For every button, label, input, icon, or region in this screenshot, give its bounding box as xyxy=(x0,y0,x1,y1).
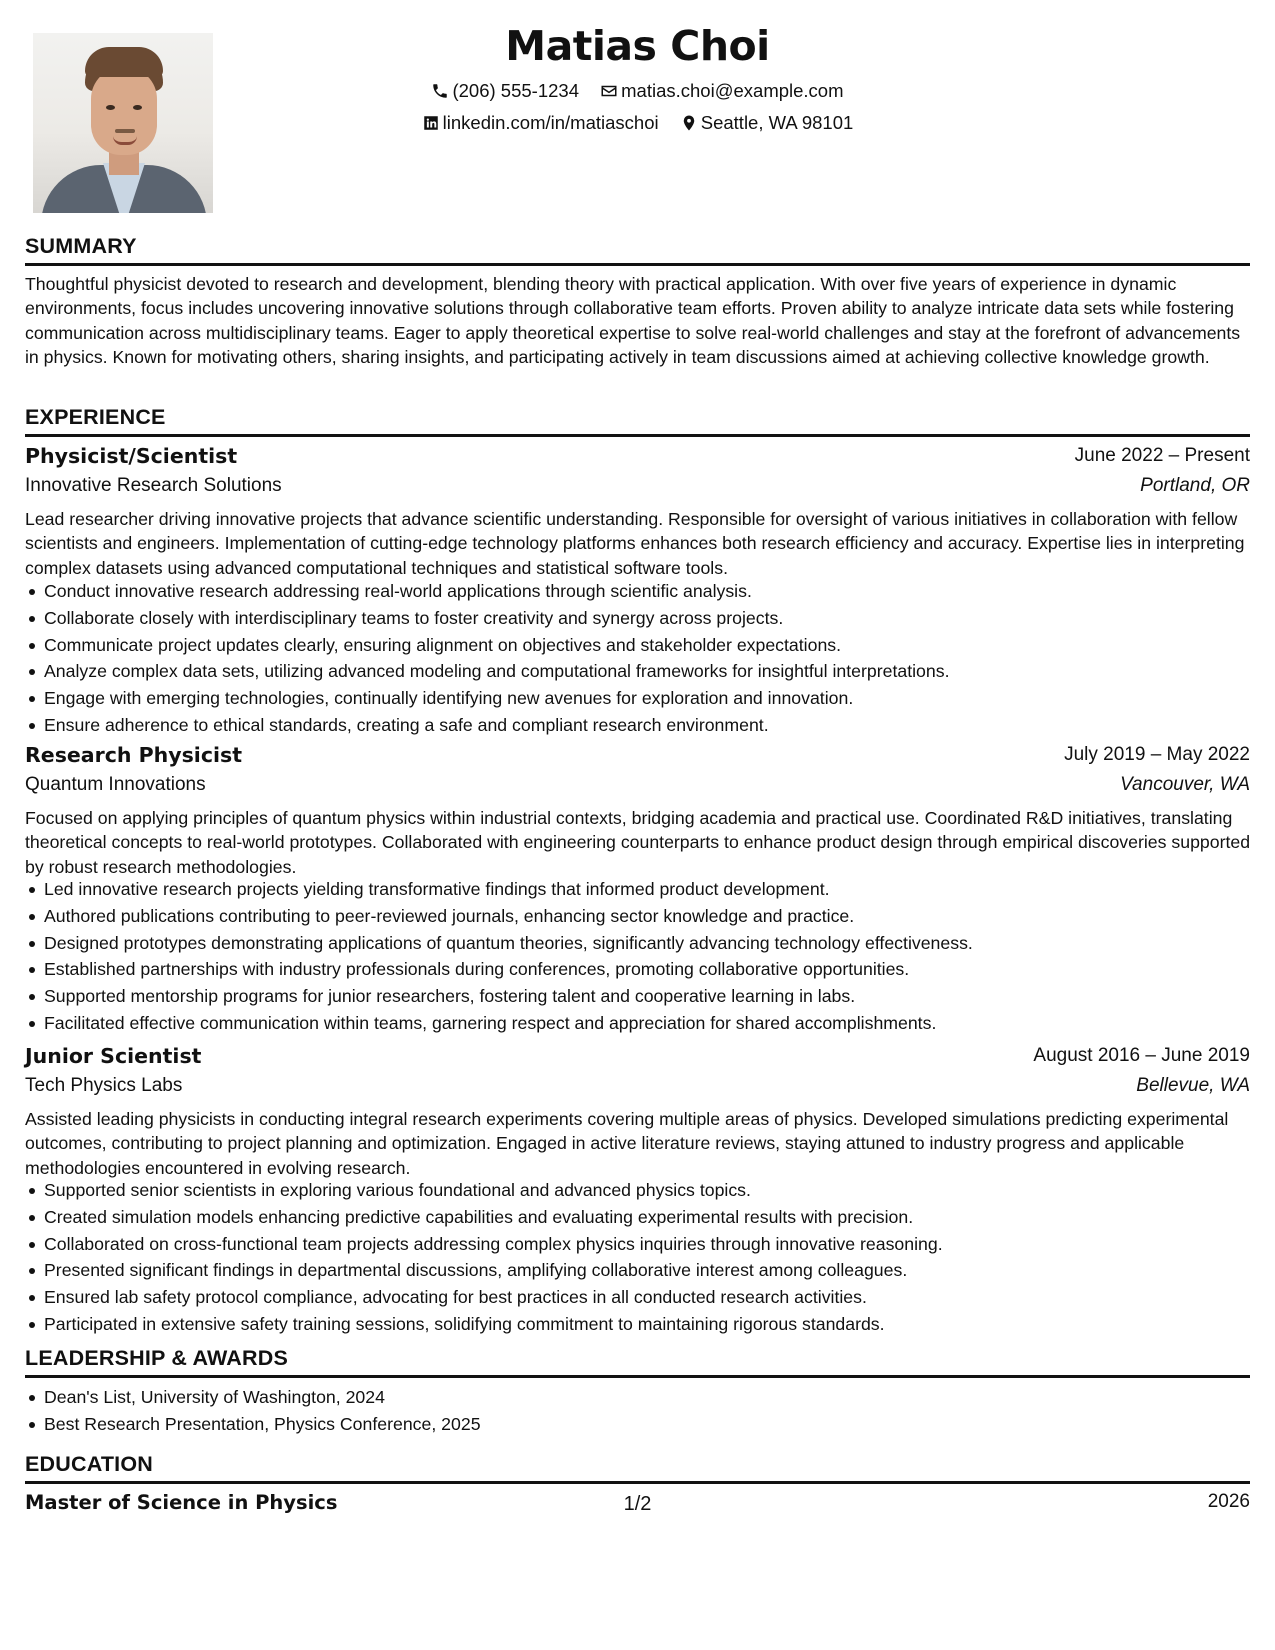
degree-title: Master of Science in Physics xyxy=(25,1491,338,1514)
linkedin-url: linkedin.com/in/matiaschoi xyxy=(442,112,659,133)
job-bullets xyxy=(25,579,1255,740)
linkedin-icon xyxy=(422,114,440,132)
company-name: Tech Physics Labs xyxy=(25,1075,183,1096)
job-description: Assisted leading physicists in conducting integral research experiments covering multiple areas of physics. Developed simulations predicting experimental outcomes, contributing to project planning and optimization. Engaged in active literature reviews, staying attuned to industry progress and applicable methodologies encountered in evolving research. xyxy=(25,1109,1229,1178)
list-item: Facilitated effective communication within teams, garnering respect and appreciation for shared accomplishments. xyxy=(25,1011,1255,1038)
job-description: Lead researcher driving innovative projects that advance scientific understanding. Responsible for oversight of various initiatives in collaboration with fellow scientists and engineers. Implementation of cutting-edge technology platforms enhances both research efficiency and accuracy. Expertise lies in interpreting complex datasets using advanced computational techniques and statistical software tools. xyxy=(25,509,1245,578)
list-item: Participated in extensive safety training sessions, solidifying commitment to maintaining rigorous standards. xyxy=(25,1312,1255,1339)
job-description: Focused on applying principles of quantum physics within industrial contexts, bridging academia and practical use. Coordinated R&D initiatives, translating theoretical concepts to real-world prototypes. Collaborated with engineering counterparts to enhance product design through empirical discoveries supported by robust research methodologies. xyxy=(25,808,1251,877)
contact-line-secondary xyxy=(0,112,1275,137)
job-dates: July 2019 – May 2022 xyxy=(1064,744,1250,765)
job-title: Junior Scientist xyxy=(25,1044,202,1068)
job-location: Portland, OR xyxy=(1140,475,1250,496)
list-item: Analyze complex data sets, utilizing advanced modeling and computational frameworks for insightful interpretations. xyxy=(25,659,1255,686)
list-item: Created simulation models enhancing predictive capabilities and evaluating experimental results with precision. xyxy=(25,1205,1255,1232)
list-item: Established partnerships with industry professionals during conferences, promoting collaborative opportunities. xyxy=(25,957,1255,984)
email-contact[interactable] xyxy=(600,80,843,102)
location-text: Seattle, WA 98101 xyxy=(700,112,854,133)
list-item: Led innovative research projects yielding transformative findings that informed product development. xyxy=(25,877,1255,904)
job-location: Vancouver, WA xyxy=(1120,774,1250,795)
job-dates: June 2022 – Present xyxy=(1074,445,1250,466)
list-item: Conduct innovative research addressing real-world applications through scientific analysis. xyxy=(25,579,1255,606)
list-item: Supported mentorship programs for junior researchers, fostering talent and cooperative learning in labs. xyxy=(25,984,1255,1011)
job-title: Research Physicist xyxy=(25,743,243,767)
experience-divider xyxy=(25,434,1250,437)
list-item: Dean's List, University of Washington, 2024 xyxy=(25,1385,1255,1412)
phone-icon xyxy=(431,82,449,100)
job-bullets xyxy=(25,877,1255,1038)
list-item: Ensured lab safety protocol compliance, advocating for best practices in all conducted research activities. xyxy=(25,1285,1255,1312)
leadership-divider xyxy=(25,1375,1250,1378)
map-pin-icon xyxy=(680,114,698,132)
list-item: Communicate project updates clearly, ensuring alignment on objectives and stakeholder expectations. xyxy=(25,633,1255,660)
email-address: matias.choi@example.com xyxy=(621,80,844,101)
degree-year: 2026 xyxy=(1207,1491,1250,1512)
candidate-name: Matias Choi xyxy=(505,22,770,70)
list-item: Ensure adherence to ethical standards, creating a safe and compliant research environment. xyxy=(25,713,1255,740)
job-bullets xyxy=(25,1178,1255,1339)
list-item: Authored publications contributing to peer-reviewed journals, enhancing sector knowledge and practice. xyxy=(25,904,1255,931)
awards-list xyxy=(25,1385,1255,1439)
company-name: Quantum Innovations xyxy=(25,774,206,795)
job-title: Physicist/Scientist xyxy=(25,444,238,468)
contact-line-primary xyxy=(0,80,1275,105)
summary-heading: SUMMARY xyxy=(25,234,137,258)
list-item: Designed prototypes demonstrating applications of quantum theories, significantly advancing technology effectiveness. xyxy=(25,931,1255,958)
summary-divider xyxy=(25,263,1250,266)
job-location: Bellevue, WA xyxy=(1136,1075,1250,1096)
linkedin-contact[interactable] xyxy=(422,112,659,134)
phone-contact[interactable] xyxy=(431,80,579,102)
list-item: Supported senior scientists in exploring various foundational and advanced physics topics. xyxy=(25,1178,1255,1205)
experience-heading: EXPERIENCE xyxy=(25,405,166,429)
page-number: 1/2 xyxy=(623,1493,652,1515)
envelope-icon xyxy=(600,82,618,100)
list-item: Collaborate closely with interdisciplinary teams to foster creativity and synergy across projects. xyxy=(25,606,1255,633)
job-dates: August 2016 – June 2019 xyxy=(1033,1045,1250,1066)
company-name: Innovative Research Solutions xyxy=(25,475,282,496)
location-contact xyxy=(680,112,854,134)
list-item: Best Research Presentation, Physics Conference, 2025 xyxy=(25,1412,1255,1439)
summary-text: Thoughtful physicist devoted to research and development, blending theory with practical application. With over five years of experience in dynamic environments, focus includes uncovering innovative solutions through collaborative team efforts. Proven ability to analyze intricate data sets while fostering communication across multidisciplinary teams. Eager to apply theoretical expertise to solve real-world challenges and stay at the forefront of advancements in physics. Known for motivating others, sharing insights, and participating actively in team discussions aimed at achieving collective knowledge growth. xyxy=(25,274,1241,368)
education-heading: EDUCATION xyxy=(25,1452,154,1476)
phone-number: (206) 555-1234 xyxy=(452,80,579,101)
leadership-heading: LEADERSHIP & AWARDS xyxy=(25,1346,289,1370)
list-item: Collaborated on cross-functional team projects addressing complex physics inquiries through innovative reasoning. xyxy=(25,1232,1255,1259)
list-item: Engage with emerging technologies, continually identifying new avenues for exploration and innovation. xyxy=(25,686,1255,713)
list-item: Presented significant findings in departmental discussions, amplifying collaborative interest among colleagues. xyxy=(25,1258,1255,1285)
education-divider xyxy=(25,1481,1250,1484)
